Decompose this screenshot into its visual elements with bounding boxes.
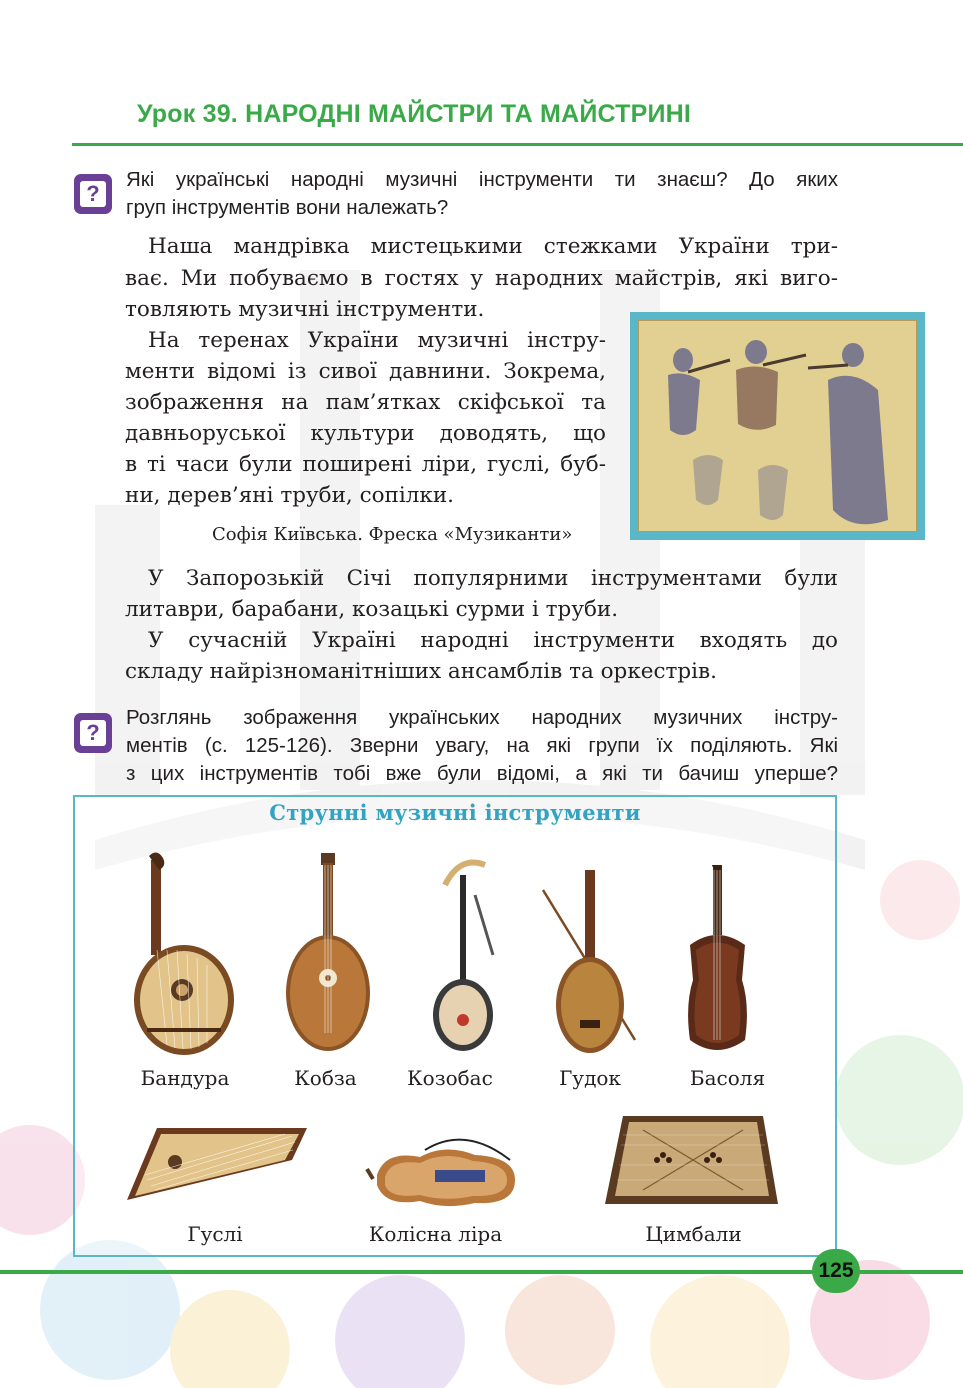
lesson-title: Урок 39. НАРОДНІ МАЙСТРИ ТА МАЙСТРИНІ — [137, 100, 692, 128]
question-icon — [74, 174, 112, 214]
instrument-label: Цимбали — [636, 1222, 751, 1246]
kozobas-image — [425, 855, 500, 1055]
page-number: 125 — [812, 1249, 860, 1293]
question-mark-icon: ? — [80, 181, 106, 207]
instrument-label: Гудок — [559, 1066, 621, 1090]
bandura-image — [127, 850, 242, 1060]
kobza-image — [283, 853, 373, 1053]
paragraph-line: Наша мандрівка мистецькими стежками України три- — [148, 234, 838, 259]
instruments-section-title: Струнні музичні інструменти — [269, 800, 641, 825]
paragraph-line: У сучасній Україні народні інструменти входять до — [148, 628, 838, 653]
instrument-label: Бандура — [140, 1066, 230, 1090]
question-mark-icon: ? — [80, 720, 106, 746]
instrument-label: Колісна ліра — [368, 1222, 503, 1246]
title-rule — [72, 143, 963, 146]
instrument-label: Гуслі — [187, 1222, 243, 1246]
fresco-caption: Софія Київська. Фреска «Музиканти» — [212, 524, 573, 545]
paragraph-line: ває. Ми побуваємо в гостях у народних майстрів, які виго- — [125, 266, 838, 291]
question-icon — [74, 713, 112, 753]
basolia-image — [680, 865, 755, 1060]
paragraph-line: У Запорозькій Січі популярними інструментами були — [148, 566, 838, 591]
husli-image — [117, 1120, 312, 1212]
hudok-image — [535, 870, 645, 1060]
question-line: ментів (с. 125-126). Зверни увагу, на які групи їх поділяють. Які — [126, 734, 838, 757]
question-line: груп інструментів вони належать? — [126, 196, 449, 219]
question-line: Розглянь зображення українських народних музичних інстру- — [126, 706, 838, 729]
fresco-musicians-illustration — [638, 320, 917, 532]
tsymbaly-image — [603, 1110, 780, 1210]
paragraph-line: товляють музичні інструменти. — [125, 297, 485, 322]
paragraph-line: складу найрізноманітніших ансамблів та оркестрів. — [125, 659, 717, 684]
paragraph-line: зображення на пам’ятках скіфської та — [125, 390, 606, 415]
question-line: з цих інструментів тобі вже були відомі, а які ти бачиш уперше? — [126, 762, 838, 785]
paragraph-line: ни, дерев’яні труби, сопілки. — [125, 483, 455, 508]
kolisna-lira-image — [365, 1135, 525, 1210]
instrument-label: Басоля — [689, 1066, 766, 1090]
fresco-image — [630, 312, 925, 540]
paragraph-line: менти відомі із сивої давнини. Зокрема, — [125, 359, 606, 384]
paragraph-line: На теренах України музичні інстру- — [148, 328, 606, 353]
question-2-text — [126, 704, 838, 788]
paragraph-line: литаври, барабани, козацькі сурми і труби. — [125, 597, 619, 622]
paragraph-line: в ті часи були поширені ліри, гуслі, буб- — [125, 452, 606, 477]
instrument-label: Кобза — [294, 1066, 357, 1090]
instrument-label: Козобас — [407, 1066, 493, 1090]
question-1-text — [126, 166, 838, 222]
question-line: Які українські народні музичні інструменти ти знаєш? До яких — [126, 168, 838, 191]
paragraph-line: давньоруської культури доводять, що — [125, 421, 606, 446]
